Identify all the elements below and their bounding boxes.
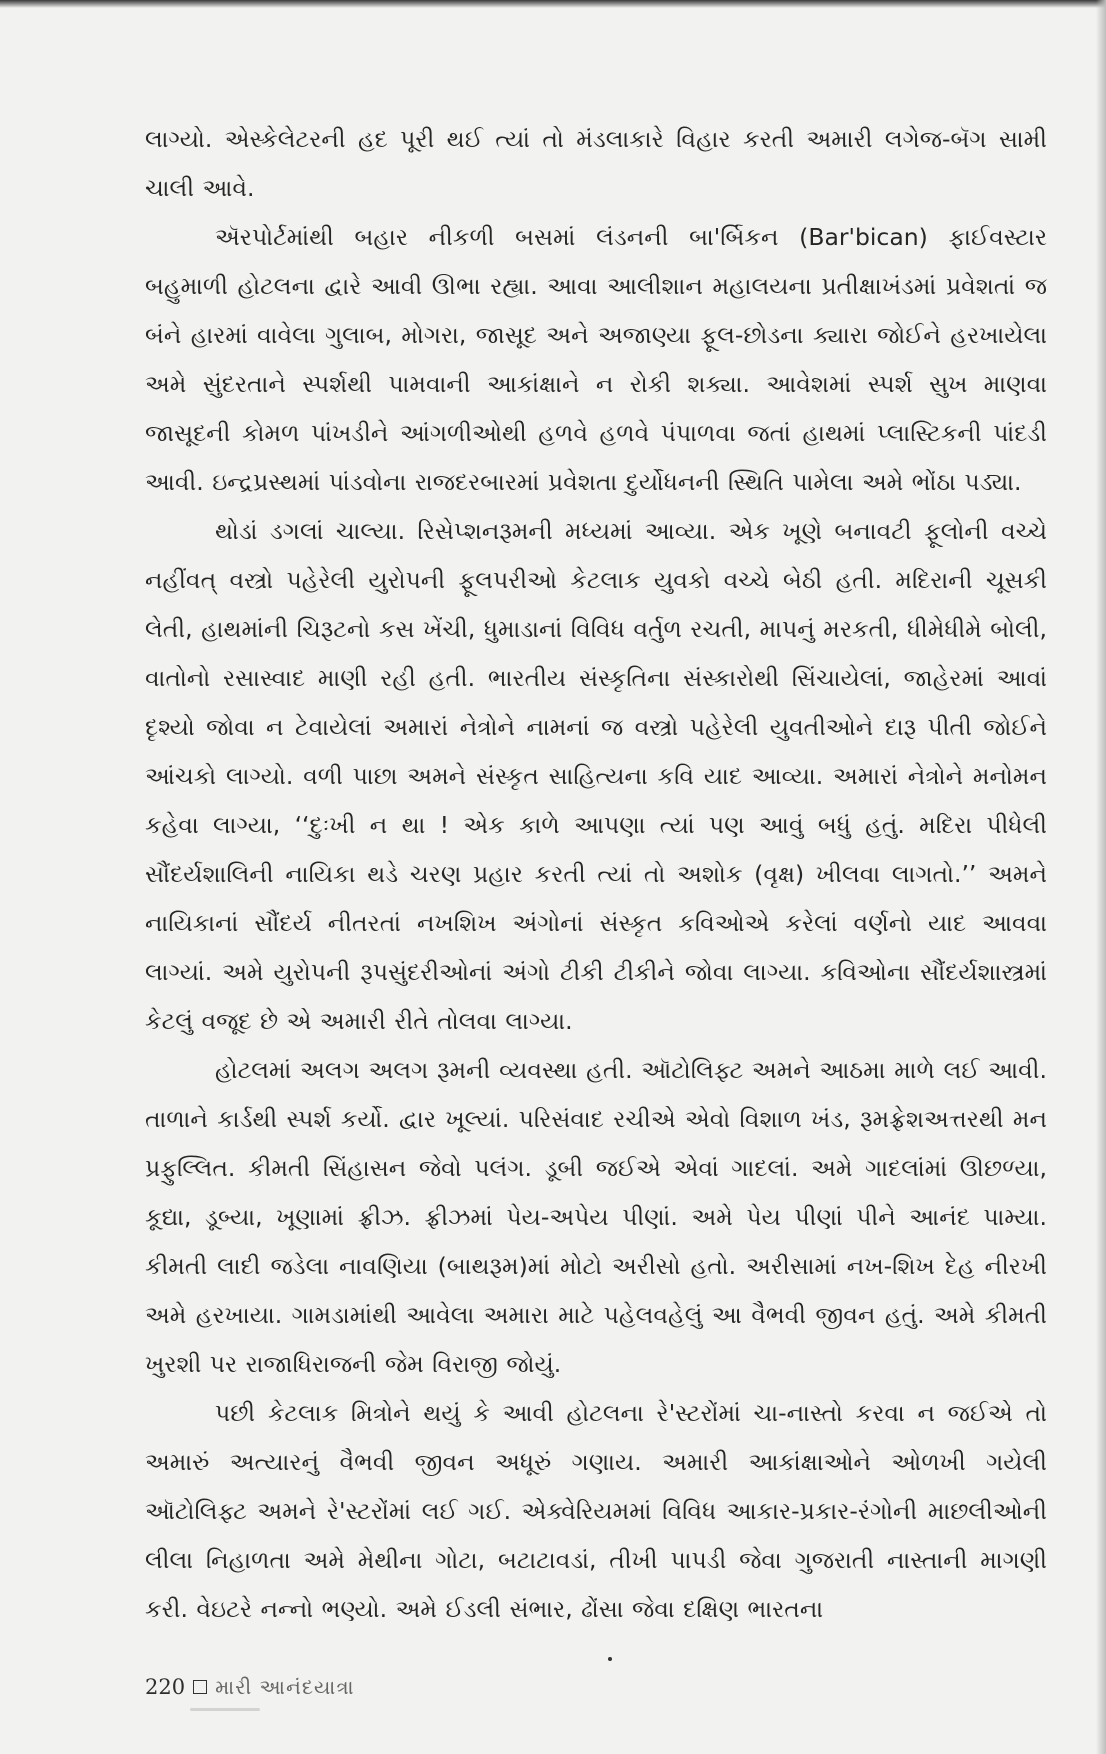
- book-title: મારી આનંદયાત્રા: [215, 1675, 355, 1699]
- print-speck: [608, 1657, 612, 1661]
- page-right-edge-shadow: [1096, 0, 1106, 1754]
- paragraph-2: ઍરપોર્ટમાંથી બહાર નીકળી બસમાં લંડનની બા'ર્બિકન (Bar'bican) ફાઈવસ્ટાર બહુમાળી હોટલના દ્વારે આવી ઊભા રહ્યા. આવા આલીશાન મહાલયના પ્રતીક્ષાખંડમાં પ્રવેશતાં જ બંને હારમાં વાવેલા ગુલાબ, મોગરા, જાસૂદ અને અજાણ્યા ફૂલ-છોડના ક્યારા જોઈને હરખાયેલા અમે સુંદરતાને સ્પર્શથી પામવાની આકાંક્ષાને ન રોકી શક્યા. આવેશમાં સ્પર્શ સુખ માણવા જાસૂદની કોમળ પાંખડીને આંગળીઓથી હળવે હળવે પંપાળવા જતાં હાથમાં પ્લાસ્ટિકની પાંદડી આવી. ઇન્દ્રપ્રસ્થમાં પાંડવોના રાજદરબારમાં પ્રવેશતા દુર્યોધનની સ્થિતિ પામેલા અમે ભોંઠા પડ્યા.: [145, 223, 1047, 496]
- page-number: 220: [145, 1675, 186, 1699]
- paragraph-5: પછી કેટલાક મિત્રોને થયું કે આવી હોટલના રે'સ્ટરોંમાં ચા-નાસ્તો કરવા ન જઈએ તો અમારું અત્યારનું વૈભવી જીવન અધૂરું ગણાય. અમારી આકાંક્ષાઓને ઓળખી ગયેલી ઑટોલિફ્ટ અમને રે'સ્ટરોંમાં લઈ ગઈ. એક્વેરિયમમાં વિવિધ આકાર-પ્રકાર-રંગોની માછલીઓની લીલા નિહાળતા અમે મેથીના ગોટા, બટાટાવડાં, તીખી પાપડી જેવા ગુજરાતી નાસ્તાની માગણી કરી. વેઇટરે નન્નો ભણ્યો. અમે ઈડલી સંભાર, ઢોંસા જેવા દક્ષિણ ભારતના: [145, 1399, 1047, 1623]
- footer-smudge: [190, 1708, 260, 1711]
- body-text: [145, 115, 1047, 1634]
- page-footer: [145, 1675, 355, 1699]
- square-separator-icon: [193, 1680, 207, 1694]
- paragraph-1: લાગ્યો. એસ્કેલેટરની હદ પૂરી થઈ ત્યાં તો મંડલાકારે વિહાર કરતી અમારી લગેજ-બૅગ સામી ચાલી આવે.: [145, 125, 1047, 202]
- paragraph-3: થોડાં ડગલાં ચાલ્યા. રિસેપ્શનરૂમની મધ્યમાં આવ્યા. એક ખૂણે બનાવટી ફૂલોની વચ્ચે નહીંવત્ વસ્ત્રો પહેરેલી યુરોપની ફૂલપરીઓ કેટલાક યુવકો વચ્ચે બેઠી હતી. મદિરાની ચૂસકી લેતી, હાથમાંની ચિરૂટનો કસ ખેંચી, ધુમાડાનાં વિવિધ વર્તુળ રચતી, માપનું મરકતી, ધીમેધીમે બોલી, વાતોનો રસાસ્વાદ માણી રહી હતી. ભારતીય સંસ્કૃતિના સંસ્કારોથી સિંચાયેલાં, જાહેરમાં આવાં દૃશ્યો જોવા ન ટેવાયેલાં અમારાં નેત્રોને નામનાં જ વસ્ત્રો પહેરેલી યુવતીઓને દારૂ પીતી જોઈને આંચકો લાગ્યો. વળી પાછા અમને સંસ્કૃત સાહિત્યના કવિ યાદ આવ્યા. અમારાં નેત્રોને મનોમન કહેવા લાગ્યા, ‘‘દુઃખી ન થા ! એક કાળે આપણા ત્યાં પણ આવું બધું હતું. મદિરા પીધેલી સૌંદર્યશાલિની નાયિકા થડે ચરણ પ્રહાર કરતી ત્યાં તો અશોક (વૃક્ષ) ખીલવા લાગતો.’’ અમને નાયિકાનાં સૌંદર્ય નીતરતાં નખશિખ અંગોનાં સંસ્કૃત કવિઓએ કરેલાં વર્ણનો યાદ આવવા લાગ્યાં. અમે યુરોપની રૂપસુંદરીઓનાં અંગો ટીકી ટીકીને જોવા લાગ્યા. કવિઓના સૌંદર્યશાસ્ત્રમાં કેટલું વજૂદ છે એ અમારી રીતે તોલવા લાગ્યા.: [145, 517, 1047, 1035]
- paragraph-4: હોટલમાં અલગ અલગ રૂમની વ્યવસ્થા હતી. ઑટોલિફ્ટ અમને આઠમા માળે લઈ આવી. તાળાને કાર્ડથી સ્પર્શ કર્યો. દ્વાર ખૂલ્યાં. પરિસંવાદ રચીએ એવો વિશાળ ખંડ, રૂમફ્રેશઅત્તરથી મન પ્રફુલ્લિત. કીમતી સિંહાસન જેવો પલંગ. ડૂબી જઈએ એવાં ગાદલાં. અમે ગાદલાંમાં ઊછળ્યા, કૂદ્યા, ડૂબ્યા, ખૂણામાં ફ્રીઝ. ફ્રીઝમાં પેય-અપેય પીણાં. અમે પેય પીણાં પીને આનંદ પામ્યા. કીમતી લાદી જડેલા નાવણિયા (બાથરૂમ)માં મોટો અરીસો હતો. અરીસામાં નખ-શિખ દેહ નીરખી અમે હરખાયા. ગામડામાંથી આવેલા અમારા માટે પહેલવહેલું આ વૈભવી જીવન હતું. અમે કીમતી ખુરશી પર રાજાધિરાજની જેમ વિરાજી જોયું.: [145, 1056, 1047, 1378]
- page-top-edge-shadow: [0, 0, 1106, 8]
